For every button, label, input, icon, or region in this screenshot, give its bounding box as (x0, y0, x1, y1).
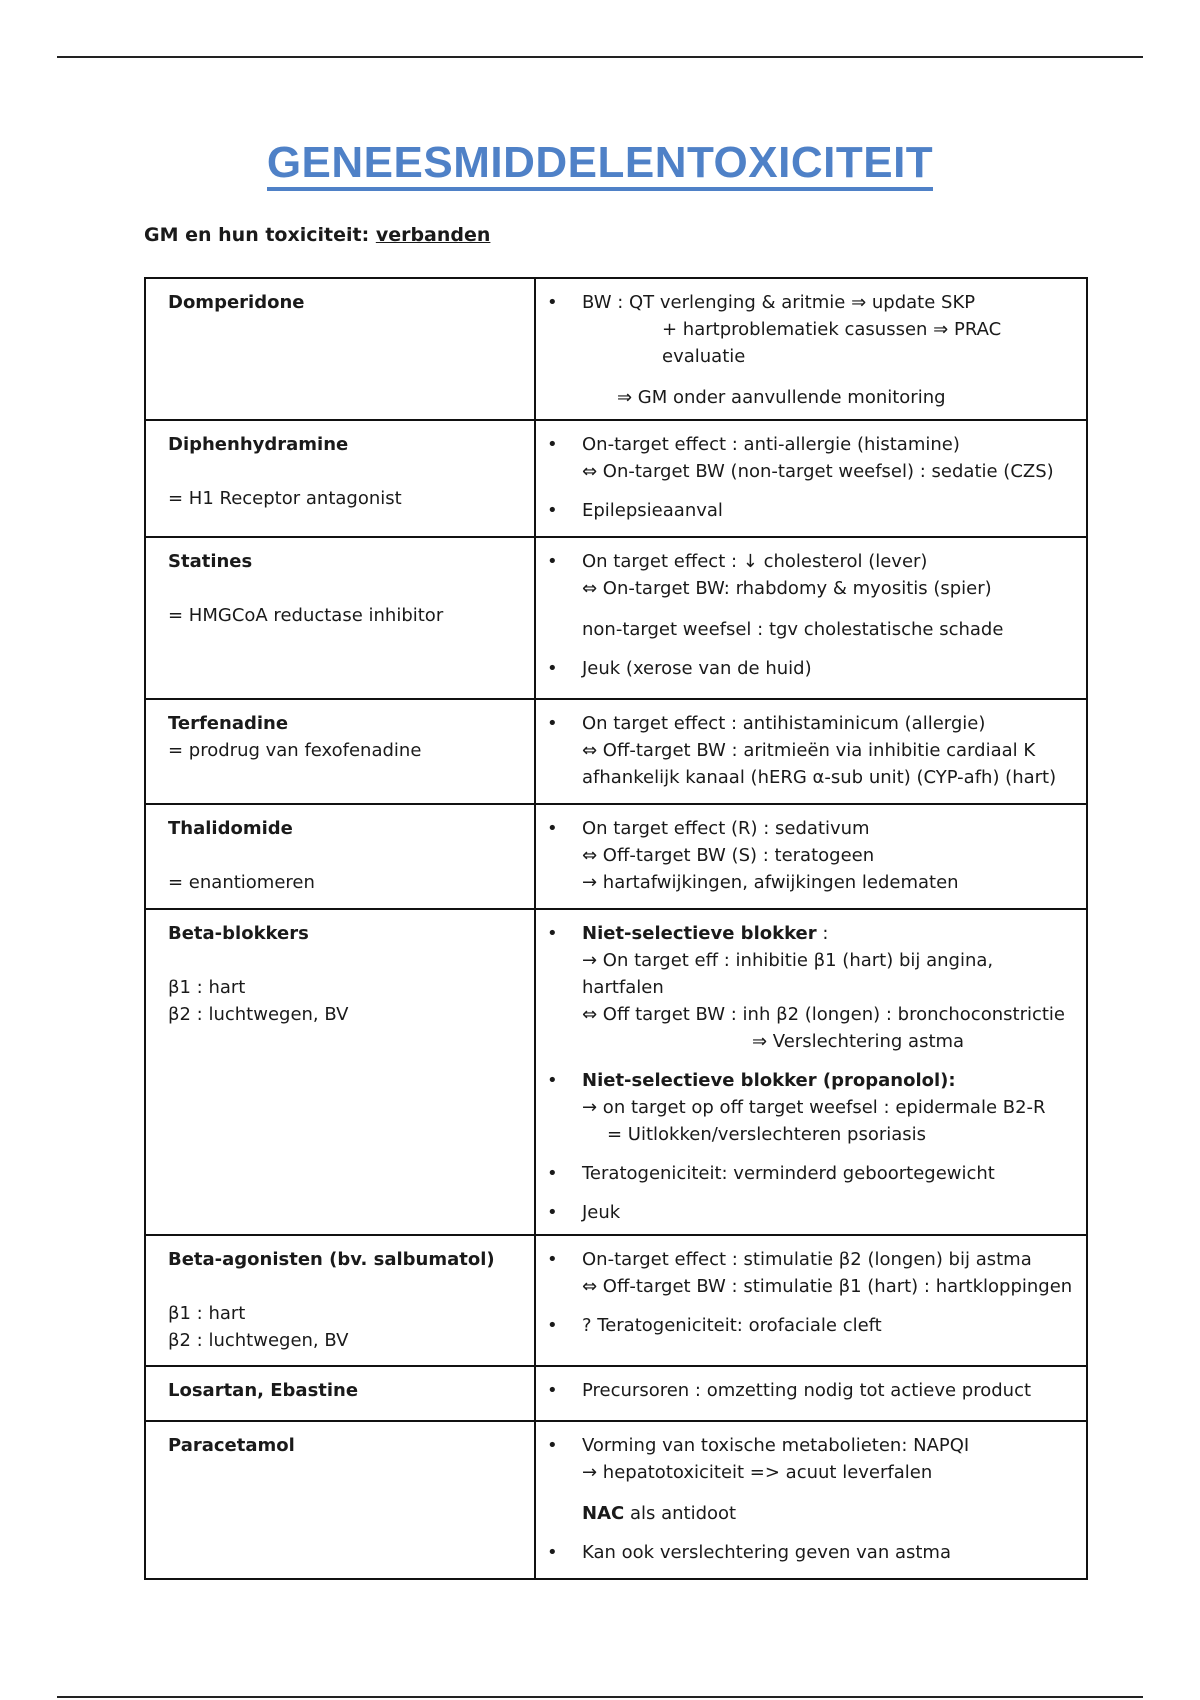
drug-cell (145, 909, 535, 1235)
effect-text: : (816, 923, 829, 944)
drug-name: Losartan, Ebastine (168, 1380, 359, 1401)
effects-cell (535, 699, 1087, 804)
effect-text: → On target eff : inhibitie β1 (hart) bij angina, hartfalen (582, 950, 994, 998)
bullet: • (547, 1435, 558, 1456)
list-item (536, 497, 1076, 524)
subtitle-underlined: verbanden (375, 224, 491, 246)
table-row (145, 804, 1087, 909)
effect-text: Vorming van toxische metabolieten: NAPQI (582, 1435, 970, 1456)
effect-text: On target effect : ↓ cholesterol (lever) (582, 551, 928, 572)
effect-text: ⇔ Off-target BW (S) : teratogeen (582, 845, 875, 866)
effect-text: → hepatotoxiciteit => acuut leverfalen (582, 1462, 933, 1483)
drug-note: = H1 Receptor antagonist (168, 488, 402, 509)
effect-text: On-target effect : stimulatie β2 (longen) bij astma (582, 1249, 1032, 1270)
effect-heading: Niet-selectieve blokker (582, 923, 817, 944)
table-row (145, 420, 1087, 537)
drug-cell (145, 804, 535, 909)
drug-name: Paracetamol (168, 1435, 295, 1456)
drug-cell (145, 1421, 535, 1579)
effect-text: Kan ook verslechtering geven van astma (582, 1542, 951, 1563)
effect-text: Teratogeniciteit: verminderd geboortegewicht (582, 1163, 995, 1184)
drug-name: Thalidomide (168, 818, 293, 839)
drug-cell (145, 1366, 535, 1421)
drug-note: = HMGCoA reductase inhibitor (168, 605, 444, 626)
effect-text: On-target effect : anti-allergie (histamine) (582, 434, 960, 455)
list-item (536, 1199, 1076, 1226)
bullet: • (547, 923, 558, 944)
list-item (536, 920, 1076, 1055)
list-item (536, 1160, 1076, 1187)
drug-note: β1 : hart (168, 977, 246, 998)
drug-name: Terfenadine (168, 713, 289, 734)
effects-cell (535, 804, 1087, 909)
list-item (536, 1067, 1076, 1148)
effect-text: non-target weefsel : tgv cholestatische schade (582, 619, 1004, 640)
table-row (145, 909, 1087, 1235)
list-item (536, 1246, 1076, 1300)
table-row (145, 1235, 1087, 1366)
drug-cell (145, 699, 535, 804)
list-item (536, 431, 1076, 485)
effect-text: ⇒ GM onder aanvullende monitoring (617, 387, 946, 408)
table-row (145, 1421, 1087, 1579)
drug-note: β2 : luchtwegen, BV (168, 1004, 349, 1025)
bullet: • (547, 551, 558, 572)
drug-name: Statines (168, 551, 253, 572)
footer-rule (57, 1696, 1143, 1698)
effect-heading: NAC (582, 1503, 625, 1524)
list-item (536, 710, 1076, 791)
list-item (536, 289, 1076, 411)
bullet: • (547, 292, 558, 313)
drug-cell (145, 420, 535, 537)
bullet: • (547, 1163, 558, 1184)
effect-text: als antidoot (624, 1503, 737, 1524)
bullet: • (547, 500, 558, 521)
toxicity-table (144, 277, 1088, 1580)
drug-note: = enantiomeren (168, 872, 315, 893)
effect-text: = Uitlokken/verslechteren psoriasis (607, 1124, 927, 1145)
effect-text: ? Teratogeniciteit: orofaciale cleft (582, 1315, 882, 1336)
bullet: • (547, 1315, 558, 1336)
list-item (536, 815, 1076, 896)
effect-text: ⇔ On-target BW (non-target weefsel) : sedatie (CZS) (582, 461, 1054, 482)
effects-cell (535, 1421, 1087, 1579)
effect-text: BW : QT verlenging & aritmie ⇒ update SKP (582, 292, 976, 313)
effect-text: + hartproblematiek casussen ⇒ PRAC evaluatie (662, 319, 1002, 367)
effect-text: Jeuk (582, 1202, 621, 1223)
effect-text: ⇔ Off-target BW : aritmieën via inhibitie cardiaal K (582, 740, 1036, 761)
drug-note: = prodrug van fexofenadine (168, 740, 422, 761)
effect-text: Jeuk (xerose van de huid) (582, 658, 812, 679)
effects-cell (535, 1235, 1087, 1366)
list-item (536, 1432, 1076, 1527)
effect-text: Precursoren : omzetting nodig tot actieve product (582, 1380, 1032, 1401)
drug-name: Beta-blokkers (168, 923, 309, 944)
bullet: • (547, 434, 558, 455)
drug-cell (145, 537, 535, 699)
effect-text: On target effect (R) : sedativum (582, 818, 870, 839)
section-subtitle (144, 224, 490, 246)
effects-cell (535, 420, 1087, 537)
drug-name: Domperidone (168, 292, 305, 313)
bullet: • (547, 713, 558, 734)
header-rule (57, 56, 1143, 58)
table-row (145, 278, 1087, 420)
bullet: • (547, 818, 558, 839)
drug-note: β2 : luchtwegen, BV (168, 1330, 349, 1351)
effect-heading: Niet-selectieve blokker (propanolol): (582, 1070, 956, 1091)
effect-text: On target effect : antihistaminicum (allergie) (582, 713, 986, 734)
effects-cell (535, 278, 1087, 420)
drug-note: β1 : hart (168, 1303, 246, 1324)
effect-text: ⇔ Off-target BW : stimulatie β1 (hart) : hartkloppingen (582, 1276, 1073, 1297)
table-row (145, 699, 1087, 804)
bullet: • (547, 1070, 558, 1091)
table-row (145, 1366, 1087, 1421)
list-item (536, 1539, 1076, 1566)
effect-text: Epilepsieaanval (582, 500, 723, 521)
bullet: • (547, 658, 558, 679)
effect-text: afhankelijk kanaal (hERG α-sub unit) (CYP-afh) (hart) (582, 767, 1057, 788)
subtitle-text: GM en hun toxiciteit: (144, 224, 370, 246)
drug-name: Diphenhydramine (168, 434, 349, 455)
bullet: • (547, 1202, 558, 1223)
bullet: • (547, 1249, 558, 1270)
effect-text: → on target op off target weefsel : epidermale B2-R (582, 1097, 1046, 1118)
drug-name: Beta-agonisten (bv. salbumatol) (168, 1249, 495, 1270)
table-row (145, 537, 1087, 699)
list-item (536, 1377, 1076, 1404)
effect-text: ⇒ Verslechtering astma (752, 1031, 965, 1052)
effect-text: → hartafwijkingen, afwijkingen ledematen (582, 872, 959, 893)
effects-cell (535, 1366, 1087, 1421)
list-item (536, 1312, 1076, 1339)
page-title: GENEESMIDDELENTOXICITEIT (0, 138, 1200, 188)
drug-cell (145, 1235, 535, 1366)
list-item (536, 655, 1076, 682)
effects-cell (535, 909, 1087, 1235)
bullet: • (547, 1542, 558, 1563)
effects-cell (535, 537, 1087, 699)
effect-text: ⇔ Off target BW : inh β2 (longen) : bronchoconstrictie (582, 1004, 1065, 1025)
drug-cell (145, 278, 535, 420)
effect-text: ⇔ On-target BW: rhabdomy & myositis (spier) (582, 578, 992, 599)
list-item (536, 548, 1076, 643)
bullet: • (547, 1380, 558, 1401)
